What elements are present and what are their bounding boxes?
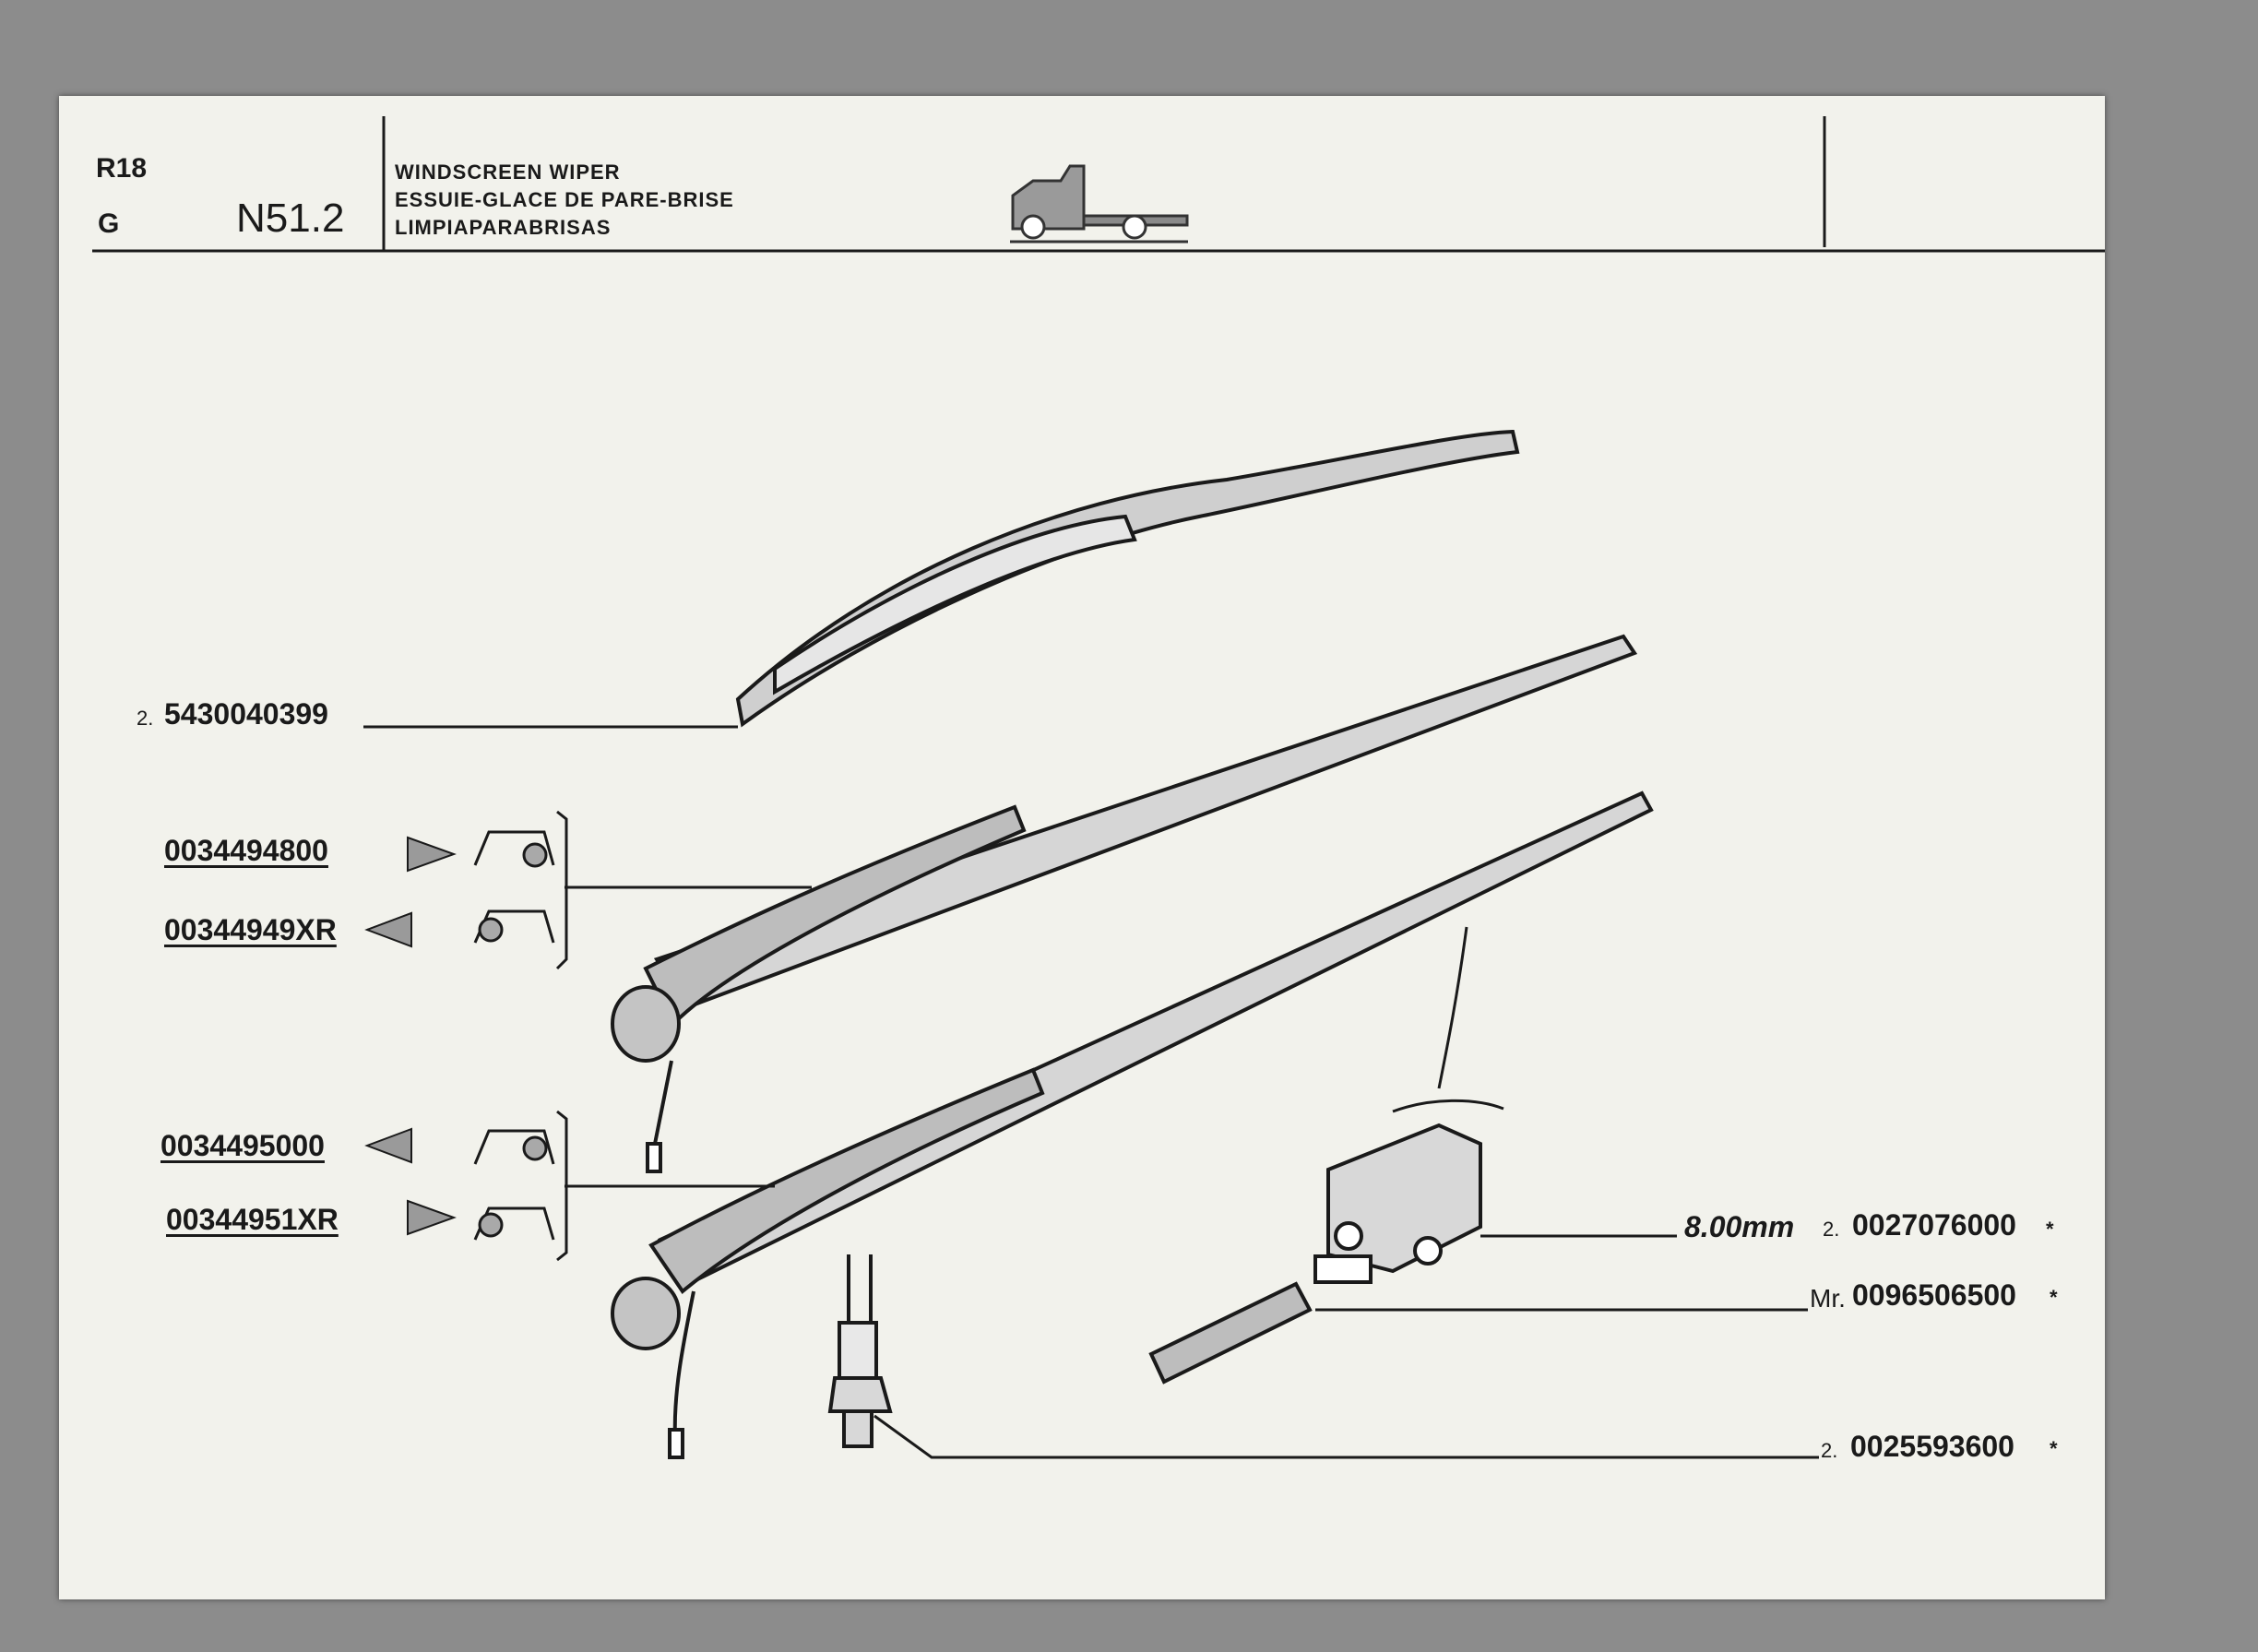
- arm-lower-right-part-number: 00344951XR: [166, 1203, 339, 1236]
- title-en: WINDSCREEN WIPER: [395, 160, 621, 184]
- washer-jet-measure: 8.00mm: [1684, 1210, 1795, 1243]
- connector-drawing: [830, 1254, 890, 1446]
- arm-upper-left-part-number: 00344949XR: [164, 913, 337, 946]
- title-es: LIMPIAPARABRISAS: [395, 216, 612, 239]
- connector-qty: 2.: [1821, 1439, 1838, 1462]
- upper-wiper-arm-drawing: [612, 636, 1634, 1171]
- blade-qty: 2.: [137, 707, 154, 730]
- arm-upper-right-part-number: 0034494800: [164, 834, 328, 867]
- washer-hose-drawing: [1151, 1284, 1310, 1382]
- washer-jet-drawing: [1315, 927, 1503, 1282]
- tractor-truck-icon: [1010, 166, 1188, 242]
- bracket-upper: [557, 812, 566, 969]
- washer-hose-part-number: 0096506500: [1852, 1278, 2016, 1312]
- washer-hose-qty: Mr.: [1810, 1284, 1846, 1313]
- connector-mark: *: [2050, 1437, 2058, 1460]
- arrow-right-icon: [408, 1201, 454, 1234]
- washer-jet-part-number: 0027076000: [1852, 1208, 2016, 1242]
- title-fr: ESSUIE-GLACE DE PARE-BRISE: [395, 188, 734, 211]
- connector-part-number: 0025593600: [1850, 1430, 2014, 1463]
- model-code: R18: [96, 153, 148, 184]
- variant-code: G: [98, 208, 120, 239]
- blade-part-number: 5430040399: [164, 697, 328, 731]
- washer-jet-mark: *: [2046, 1218, 2054, 1241]
- arrow-left-icon: [367, 913, 411, 946]
- arrow-left-icon: [367, 1129, 411, 1162]
- arm-lower-left-part-number: 0034495000: [160, 1129, 325, 1162]
- washer-hose-mark: *: [2050, 1286, 2058, 1309]
- arrow-right-icon: [408, 838, 454, 871]
- page-number: N51.2: [236, 196, 345, 241]
- lower-wiper-arm-drawing: [612, 793, 1651, 1457]
- side-indicator-icon: [475, 832, 553, 1240]
- wiper-blade-drawing: [738, 432, 1517, 724]
- bracket-lower: [557, 1111, 566, 1260]
- washer-jet-qty: 2.: [1823, 1218, 1840, 1241]
